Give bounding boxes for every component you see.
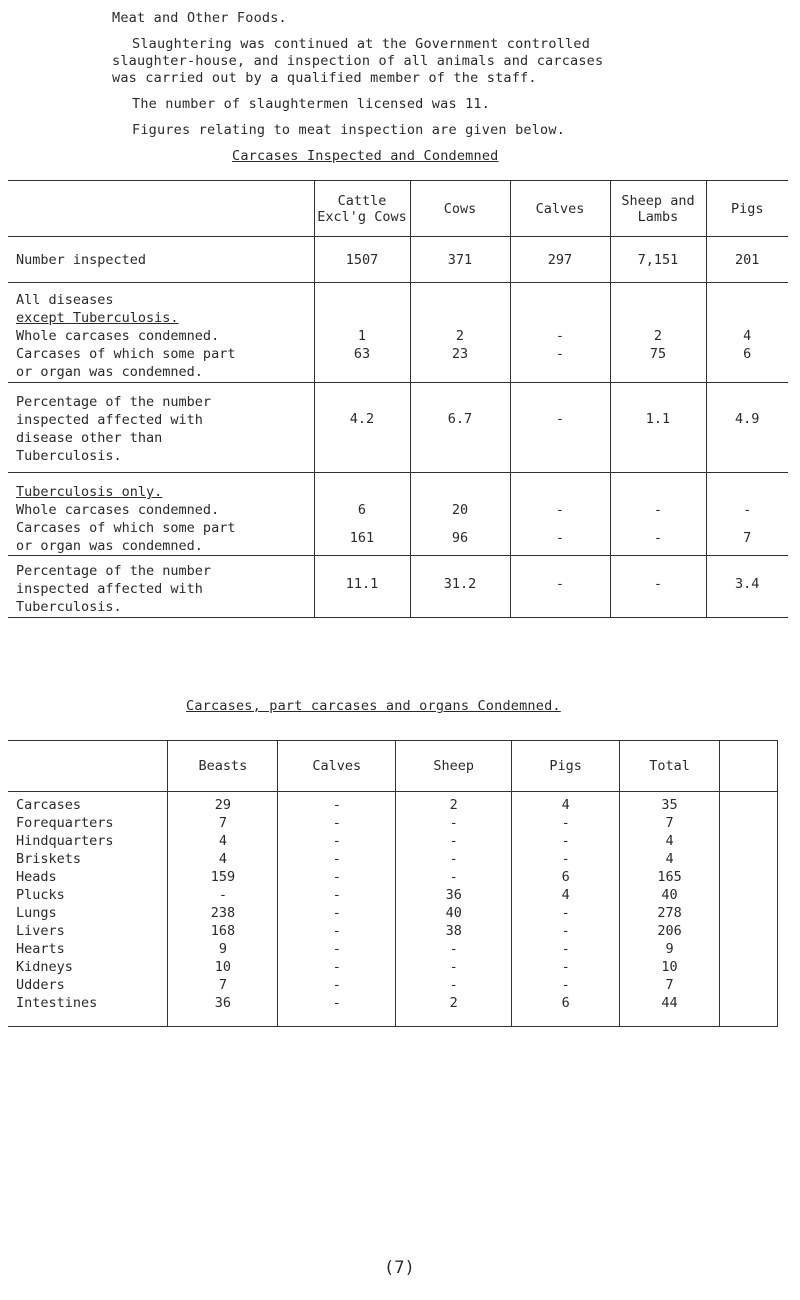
table-cell: 1.1 [610, 383, 706, 473]
table-cell: - [332, 851, 341, 867]
table-cell: 6 [561, 995, 570, 1011]
table-cell: - 7 [706, 473, 788, 556]
table-cell: 20 96 [410, 473, 510, 556]
table-row-label: Forequarters [16, 815, 114, 831]
paragraph-line: was carried out by a qualified member of the staff. [112, 70, 537, 86]
paragraph-line: The number of slaughtermen licensed was 11. [132, 96, 491, 112]
table-cell: 6 161 [314, 473, 410, 556]
col-header: Total [620, 741, 720, 792]
col-header: Pigs [512, 741, 620, 792]
table-row-label: Intestines [16, 995, 98, 1011]
condemned-table [8, 740, 778, 1027]
row-label: Percentage of the number inspected affected with Tuberculosis. [8, 556, 314, 618]
table-row-label: Kidneys [16, 959, 73, 975]
table-cell: 9 [218, 941, 227, 957]
page-heading: Meat and Other Foods. [112, 10, 287, 26]
table-cell: 4 [561, 797, 570, 813]
pigs-column [512, 792, 620, 1013]
table-cell: 2 [449, 797, 458, 813]
table-row-label: Livers [16, 923, 65, 939]
table-cell: 4 [218, 833, 227, 849]
col-header: Cattle Excl'g Cows [314, 181, 410, 237]
col-header: Calves [510, 181, 610, 237]
table-cell: 36 [214, 995, 232, 1011]
table-cell: 9 [665, 941, 674, 957]
paragraph-line: Slaughtering was continued at the Government controlled [132, 36, 591, 52]
col-header: Sheep and Lambs [610, 181, 706, 237]
table-row-label: Briskets [16, 851, 82, 867]
table-cell: 2 75 [610, 283, 706, 383]
table-cell: 40 [445, 905, 462, 921]
row-label: Number inspected [8, 237, 314, 283]
table-cell: - [561, 851, 570, 867]
table-cell: 3.4 [706, 556, 788, 618]
paragraph-line: slaughter-house, and inspection of all animals and carcases [112, 53, 604, 69]
table-cell: 4 6 [706, 283, 788, 383]
table-cell: 1 63 [314, 283, 410, 383]
table-cell: 4 [218, 851, 227, 867]
table-cell: - [218, 887, 227, 903]
table-cell: 29 [214, 797, 232, 813]
table-cell: 10 [214, 959, 232, 975]
table-cell: - [510, 556, 610, 618]
paragraph-line: Figures relating to meat inspection are given below. [132, 122, 566, 138]
table-cell: - [332, 959, 341, 975]
table-cell: 40 [661, 887, 678, 903]
table-cell: 4 [561, 887, 570, 903]
row-labels [8, 792, 168, 1013]
table-cell: - [449, 815, 458, 831]
table-cell: 6 [561, 869, 570, 885]
table-cell: - [561, 959, 570, 975]
table-cell: 2 [449, 995, 458, 1011]
table-cell: - [449, 959, 458, 975]
row-label: Tuberculosis only. Whole carcases condemned. Carcases of which some part or organ was condemned. [8, 473, 314, 556]
table-cell: - [561, 905, 570, 921]
table-cell: - [449, 833, 458, 849]
table-row-label: Hearts [16, 941, 65, 957]
table-cell: - - [610, 473, 706, 556]
table-row-label: Plucks [16, 887, 65, 903]
table-cell: - - [510, 473, 610, 556]
table-cell: 31.2 [410, 556, 510, 618]
table-cell: - [332, 941, 341, 957]
table-cell: 11.1 [314, 556, 410, 618]
table-cell: - [510, 383, 610, 473]
table-cell: 7,151 [610, 237, 706, 283]
table-cell: 4.9 [706, 383, 788, 473]
table-cell: - [332, 923, 341, 939]
table-cell: 4 [665, 851, 674, 867]
table-cell: - [332, 815, 341, 831]
row-label: All diseases except Tuberculosis. Whole carcases condemned. Carcases of which some part or organ was condemned. [8, 283, 314, 383]
table-cell: 168 [210, 923, 236, 939]
table-cell: 201 [706, 237, 788, 283]
table-cell: 4 [665, 833, 674, 849]
col-header: Beasts [168, 741, 278, 792]
table-cell: - [332, 977, 341, 993]
table-cell: 7 [665, 977, 674, 993]
table1-title: Carcases Inspected and Condemned [232, 148, 499, 164]
row-label: Percentage of the number inspected affected with disease other than Tuberculosis. [8, 383, 314, 473]
table-cell: - [332, 887, 341, 903]
col-header: Sheep [396, 741, 512, 792]
col-header: Calves [278, 741, 396, 792]
page-number: (7) [384, 1258, 415, 1278]
table-row-label: Heads [16, 869, 57, 885]
table-cell: 44 [661, 995, 678, 1011]
table-cell: - [332, 869, 341, 885]
table-cell: 1507 [314, 237, 410, 283]
table-cell: - [561, 815, 570, 831]
table-cell: 206 [657, 923, 682, 939]
sheep-column [396, 792, 512, 1013]
table-cell: - [449, 869, 458, 885]
table-cell: 278 [657, 905, 682, 921]
table-cell: 36 [445, 887, 462, 903]
table-row-label: Lungs [16, 905, 57, 921]
table-cell: 4.2 [314, 383, 410, 473]
table2-title: Carcases, part carcases and organs Condemned. [186, 698, 561, 714]
inspection-table [8, 180, 788, 618]
table-cell: - [561, 833, 570, 849]
table-cell: - [332, 833, 341, 849]
table-cell: - [332, 995, 341, 1011]
table-cell: 371 [410, 237, 510, 283]
table-cell: 7 [218, 977, 227, 993]
table-cell: - [561, 977, 570, 993]
table-cell: 6.7 [410, 383, 510, 473]
calves-column [278, 792, 396, 1013]
table-row-label: Hindquarters [16, 833, 114, 849]
table-cell: 297 [510, 237, 610, 283]
table-cell: 2 23 [410, 283, 510, 383]
table-cell: - [449, 977, 458, 993]
table-cell: 38 [445, 923, 462, 939]
table-cell: - [610, 556, 706, 618]
table-cell: - [561, 923, 570, 939]
table-cell: 159 [210, 869, 236, 885]
table-cell: 238 [210, 905, 236, 921]
table-cell: 165 [657, 869, 682, 885]
col-header: Pigs [706, 181, 788, 237]
total-column [620, 792, 720, 1013]
table-cell: - [561, 941, 570, 957]
table-cell: 10 [661, 959, 678, 975]
table-row-label: Udders [16, 977, 65, 993]
col-header: Cows [410, 181, 510, 237]
table-row-label: Carcases [16, 797, 82, 813]
table-cell: - [449, 941, 458, 957]
table-cell: - [332, 797, 341, 813]
table-cell: - [449, 851, 458, 867]
table-cell: 7 [665, 815, 674, 831]
table-cell: 7 [218, 815, 227, 831]
table-cell: - - [510, 283, 610, 383]
table-cell: 35 [661, 797, 678, 813]
table-cell: - [332, 905, 341, 921]
beasts-column [168, 792, 278, 1013]
